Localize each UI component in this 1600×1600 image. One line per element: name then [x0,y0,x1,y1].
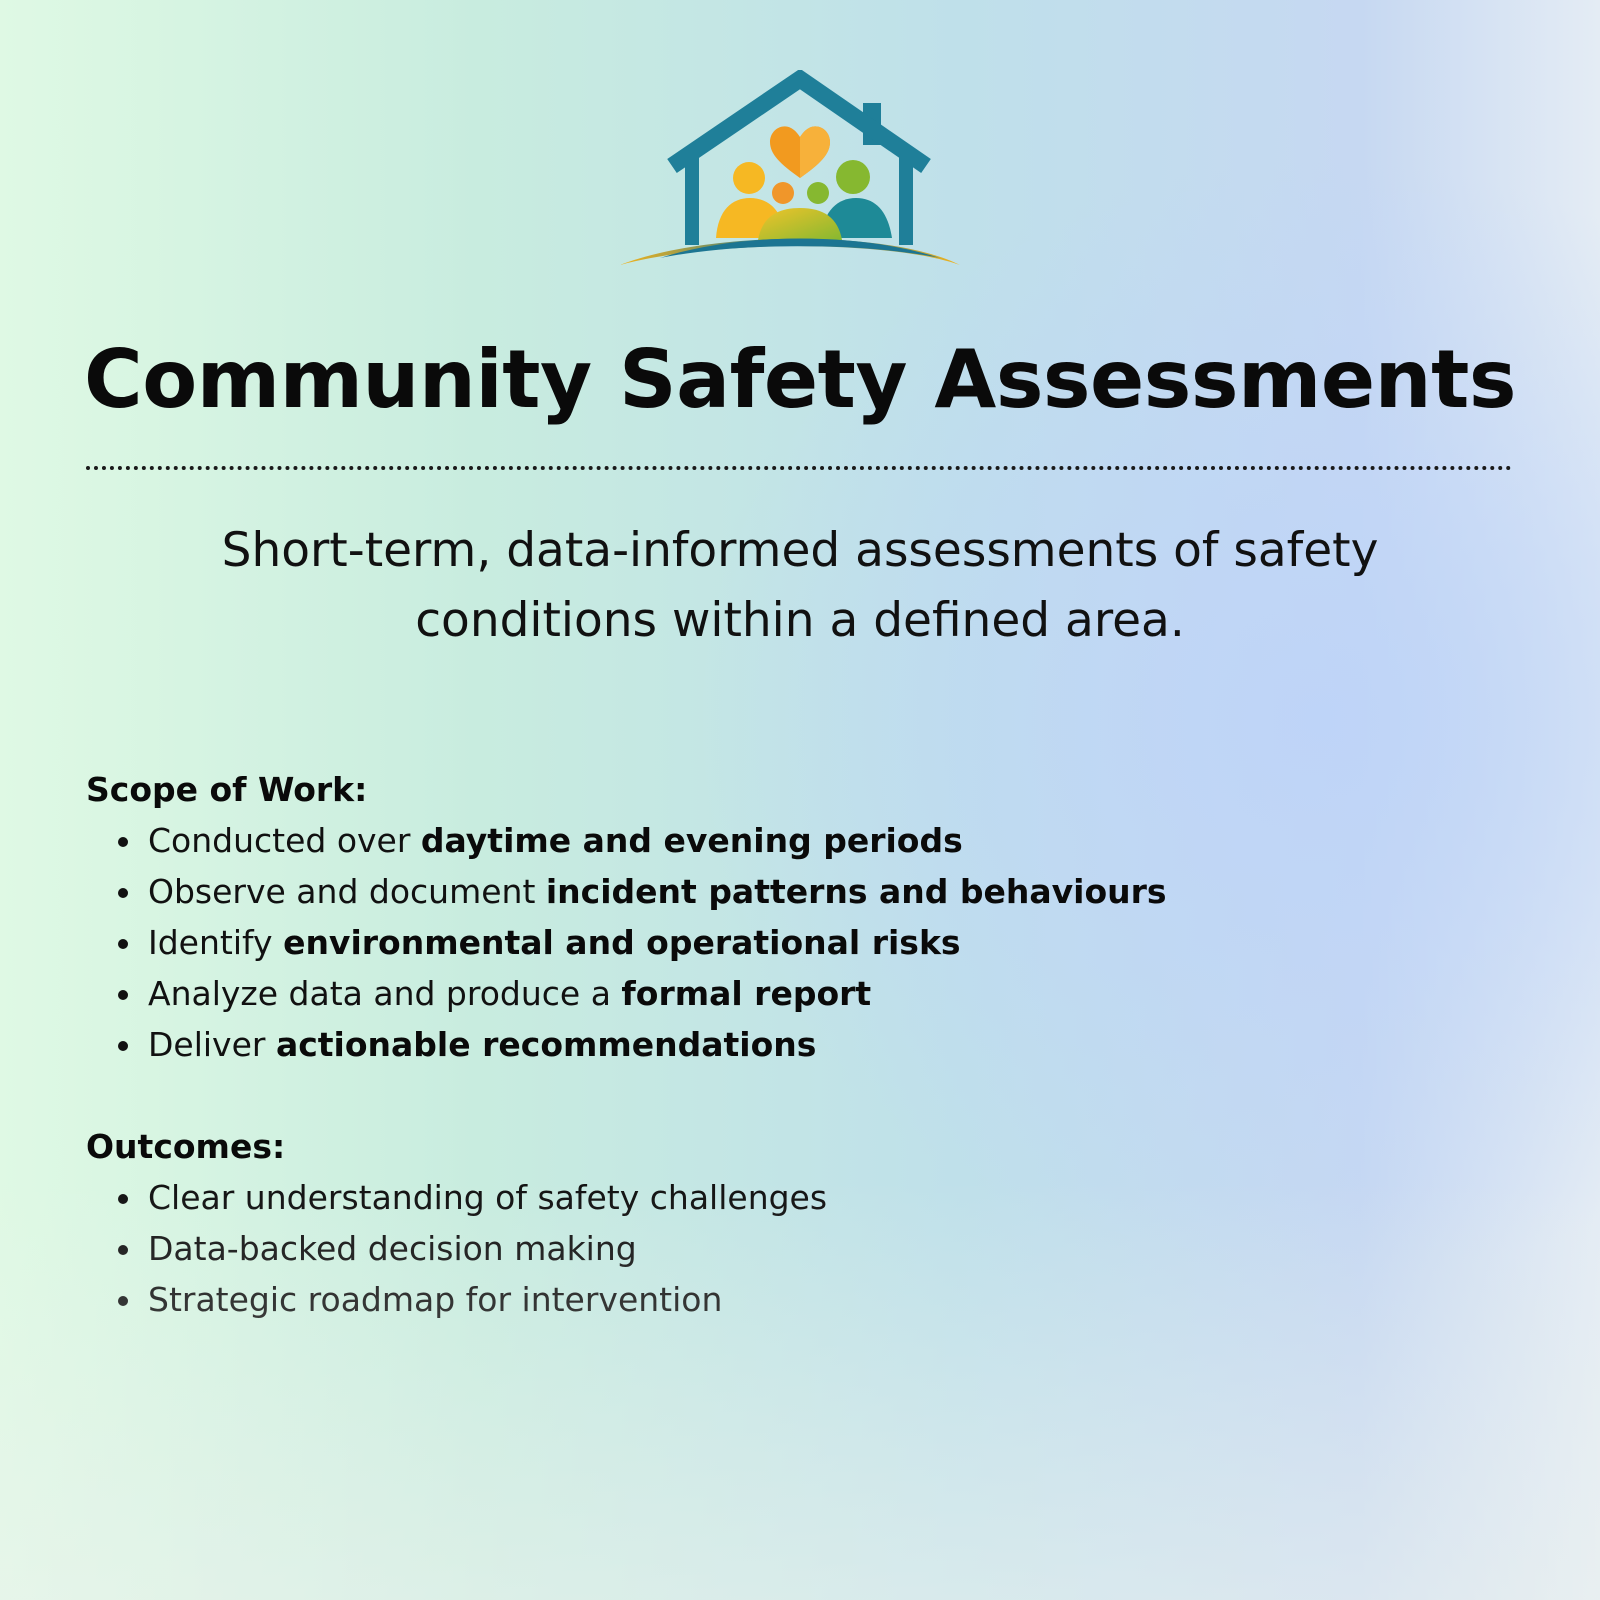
bullet-icon [118,1194,128,1204]
bullet-icon [118,1245,128,1255]
bullet-icon [118,837,128,847]
person-head-yellow [733,162,765,194]
person-head-green [836,160,870,194]
list-item [86,1172,1486,1223]
person-head-lightgreen [807,182,829,204]
bullet-icon [118,1296,128,1306]
item-text: Data-backed decision making [148,1229,637,1268]
bullet-icon [118,990,128,1000]
item-text: Deliver [148,1025,276,1064]
list-item [86,917,1486,968]
item-emphasis: environmental and operational risks [283,923,961,962]
house-family-logo-icon [620,70,980,280]
item-text: Strategic roadmap for intervention [148,1280,723,1319]
list-item [86,1223,1486,1274]
bullet-icon [118,888,128,898]
subtitle: Short-term, data-informed assessments of safety conditions within a defined area. [221,523,1379,648]
person-head-orange [772,182,794,204]
list-item [86,1274,1486,1325]
item-text: Analyze data and produce a [148,974,622,1013]
item-text: Clear understanding of safety challenges [148,1178,828,1217]
bullet-icon [118,939,128,949]
item-emphasis: incident patterns and behaviours [545,872,1167,911]
outcomes-heading: Outcomes: [86,1127,286,1166]
item-text: Observe and document [148,872,546,911]
page-title: Community Safety Assessments [84,333,1516,426]
outcomes-section [86,1122,1486,1325]
item-emphasis: formal report [621,974,872,1013]
item-text: Conducted over [148,821,421,860]
list-item [86,1019,1486,1070]
list-item [86,815,1486,866]
list-item [86,866,1486,917]
item-emphasis: actionable recommendations [275,1025,817,1064]
scope-of-work-section [86,765,1486,1070]
item-text: Identify [148,923,284,962]
scope-heading: Scope of Work: [86,770,368,809]
outcomes-list [86,1172,1486,1325]
scope-list [86,815,1486,1070]
dotted-divider [86,466,1512,470]
item-emphasis: daytime and evening periods [420,821,963,860]
list-item [86,968,1486,1019]
bullet-icon [118,1041,128,1051]
